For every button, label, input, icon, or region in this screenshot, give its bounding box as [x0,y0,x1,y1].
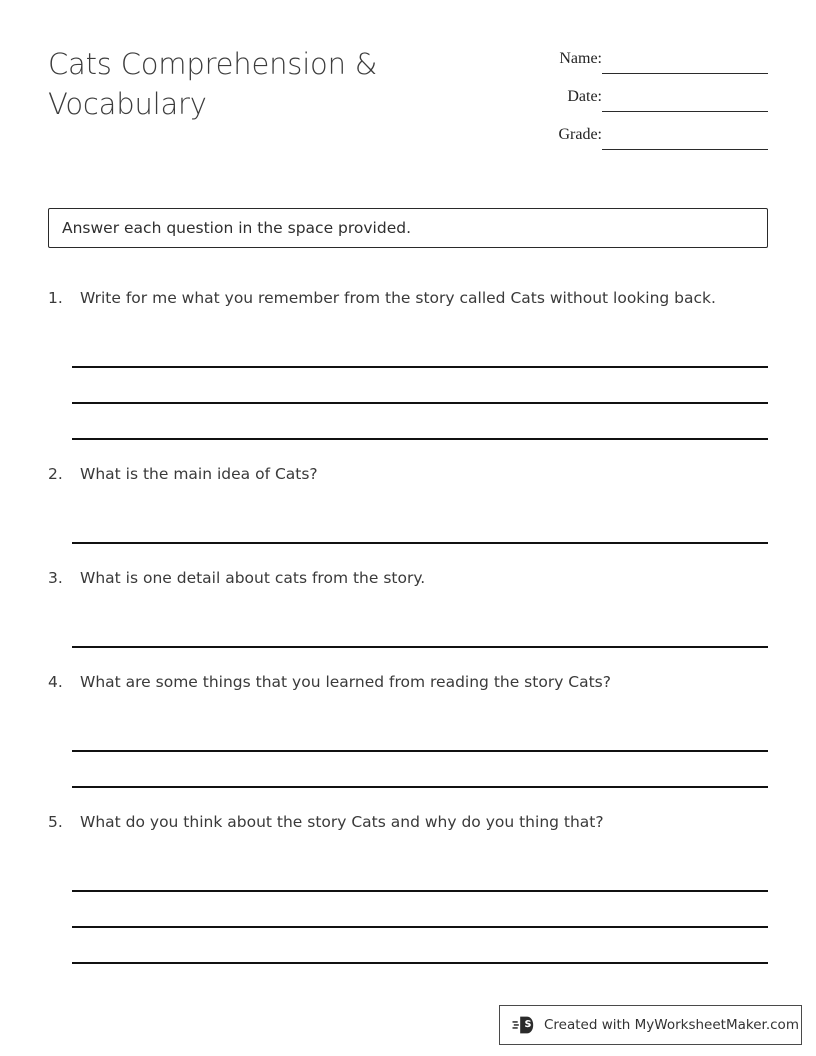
question-text: What is the main idea of Cats? [80,465,318,483]
date-field-input-line[interactable] [602,111,768,112]
answer-line[interactable] [72,892,768,928]
answer-line[interactable] [72,612,768,648]
question-item [48,462,768,544]
answer-line[interactable] [72,508,768,544]
question-prompt [48,566,768,590]
grade-field-row [498,126,768,164]
answer-line[interactable] [72,332,768,368]
created-with-badge-label: Created with MyWorksheetMaker.com [544,1017,799,1033]
answer-line[interactable] [72,404,768,440]
answer-line[interactable] [72,752,768,788]
name-field-input-line[interactable] [602,73,768,74]
worksheet-header [48,44,768,174]
question-prompt [48,810,768,834]
answer-line[interactable] [72,856,768,892]
answer-area[interactable] [72,612,768,648]
created-with-badge[interactable] [499,1005,802,1045]
question-item [48,810,768,964]
worksheet-maker-logo-icon [512,1013,536,1037]
grade-field-input-line[interactable] [602,149,768,150]
question-prompt [48,670,768,694]
instruction-box [48,208,768,248]
answer-line[interactable] [72,716,768,752]
question-item [48,670,768,788]
question-prompt [48,286,768,310]
answer-area[interactable] [72,332,768,440]
instruction-text: Answer each question in the space provided. [62,219,412,237]
question-text: What is one detail about cats from the story. [80,569,426,587]
date-field-row [498,88,768,126]
grade-field-label: Grade: [558,126,602,143]
question-item [48,286,768,440]
question-number: 2. [48,465,63,483]
answer-area[interactable] [72,716,768,788]
name-field-label: Name: [559,50,602,67]
page-title: Cats Comprehension & Vocabulary [48,47,378,121]
question-number: 1. [48,289,63,307]
questions-list [48,286,768,986]
question-prompt [48,462,768,486]
question-text: Write for me what you remember from the story called Cats without looking back. [80,289,716,307]
question-number: 5. [48,813,63,831]
question-text: What are some things that you learned from reading the story Cats? [80,673,611,691]
answer-line[interactable] [72,928,768,964]
question-number: 4. [48,673,63,691]
question-number: 3. [48,569,63,587]
student-info-fields [498,50,768,164]
question-item [48,566,768,648]
answer-area[interactable] [72,856,768,964]
date-field-label: Date: [567,88,602,105]
answer-area[interactable] [72,508,768,544]
question-text: What do you think about the story Cats and why do you thing that? [80,813,604,831]
name-field-row [498,50,768,88]
answer-line[interactable] [72,368,768,404]
